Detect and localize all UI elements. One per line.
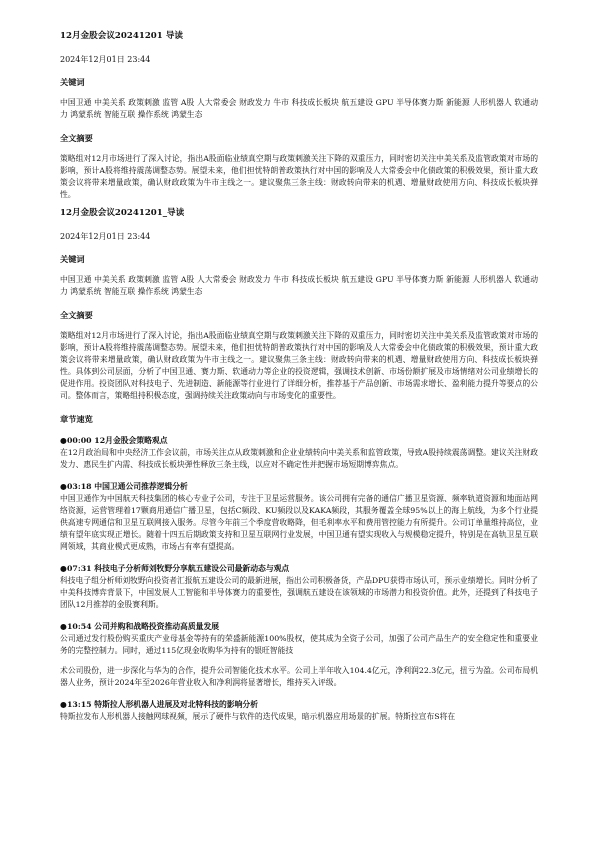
document-page [60, 30, 538, 723]
chapter-head [60, 435, 538, 447]
chapter-item [60, 621, 538, 689]
chapter-head [60, 621, 538, 633]
doc1-title: 12月金股会议20241201 导读 [60, 31, 183, 41]
chapter-body-continued: 术公司股份，进一步深化与华为的合作，提升公司智能化技术水平。公司上半年收入104.4亿元，净利润22.3亿元，扭亏为盈。公司布局机器人业务，预计2024年至2026年营业收入和净利润将显著增长，维持买入评级。 [60, 666, 538, 687]
doc2-summary: 策略组对12月市场进行了深入讨论，指出A股面临业绩真空期与政策刺激关注下降的双重压力，同时密切关注中美关系及监管政策对市场的影响，预计A股将维持震荡调整态势。展望未来，他们担忧特朗普政策执行对中国的影响及人大常委会中化债政策的积极效果，预计重大政策会议将带来增量政策，确认财政政策为牛市主线之一。建议聚焦三条主线：财政转向带来的机遇、增量财政使用方向、科技成长板块弹性。具体到公司层面，分析了中国卫通、赛力斯、软通动力等企业的投资逻辑，强调技术创新、市场份额扩展及市场情绪对公司业绩增长的促进作用。投资团队对科技电子、先进制造、新能源等行业进行了详细分析，推荐基于产品创新、市场需求增长、盈利能力提升等要点的公司。整体而言，策略组持积极态度，强调持续关注政策动向与市场变化的重要性。 [60, 331, 538, 400]
bullet-icon: ● [60, 622, 67, 631]
doc2-title: 12月金股会议20241201_导读 [60, 208, 185, 218]
chapter-body: 特斯拉发布人形机器人接触网球视频，展示了硬件与软件的迭代成果，暗示机器应用场景的扩展。特斯拉宣布S将在 [60, 712, 456, 721]
chapter-title: 07:31 科技电子分析师刘牧野分享航五建设公司最新动态与观点 [67, 564, 290, 573]
chapter-head [60, 563, 538, 575]
chapter-item [60, 563, 538, 611]
bullet-icon: ● [60, 482, 67, 491]
doc2-keywords: 中国卫通 中美关系 政策刺激 监管 A股 人大常委会 财政发力 牛市 科技成长板块 航五建设 GPU 半导体赛力斯 新能源 人形机器人 软通动力 鸿蒙系统 智能互联 操作系统 鸿蒙生态 [60, 275, 538, 296]
doc2-date: 2024年12月01日 23:44 [60, 232, 151, 241]
chapter-body: 中国卫通作为中国航天科技集团的核心专业子公司，专注于卫星运营服务。该公司拥有完备的通信广播卫星资源、频率轨道资源和地面站网络资源，运营管理着17颗商用通信广播卫星，包括C频段、KU频段以及KAKA频段，其服务覆盖全球95%以上的海上航线，为多个行业提供高速专网通信和卫星互联网接入服务。尽管今年前三个季度营收略降，但毛利率水平和费用管控能力有所提升。公司订单量维持高位，业绩有望年底实现正增长。随着十四五后期政策支持和卫星互联网行业发展，中国卫通有望实现收入与规模稳定提升，特别是在高轨卫星互联网领域，其商业模式更成熟，市场占有率有望提高。 [60, 494, 538, 551]
doc2-section [60, 207, 538, 723]
doc1-summary-heading: 全文摘要 [60, 133, 93, 143]
doc1-keywords-heading: 关键词 [60, 77, 85, 87]
chapters-heading: 章节速览 [60, 414, 93, 424]
chapter-body: 科技电子组分析师刘牧野向投资者汇报航五建设公司的最新进展，指出公司积极备货，产品DPU获得市场认可，预示业绩增长。同时分析了中美科技博弈背景下，中国发展人工智能和半导体赛力的重要性，强调航五建设在该领域的市场潜力和投资价值。此外，还提到了科技电子团队12月推荐的金股赛利斯。 [60, 576, 538, 609]
chapter-item [60, 699, 538, 723]
bullet-icon: ● [60, 436, 67, 445]
chapter-title: 10:54 公司并购和战略投资推动高质量发展 [67, 622, 220, 631]
bullet-icon: ● [60, 700, 67, 709]
doc2-summary-heading: 全文摘要 [60, 310, 93, 320]
chapter-head [60, 481, 538, 493]
doc2-keywords-heading: 关键词 [60, 254, 85, 264]
chapter-title: 00:00 12月金股会策略观点 [67, 436, 168, 445]
chapter-body: 在12月政治局和中央经济工作会议前，市场关注点从政策刺激和企业业绩转向中美关系和监管政策，导致A股持续震荡调整。建议关注财政发力、惠民生扩内需、科技成长板块弹性释放三条主线，以应对不确定性并把握市场短期博弈焦点。 [60, 448, 538, 469]
chapter-item [60, 435, 538, 471]
chapter-item [60, 481, 538, 553]
doc1-summary: 策略组对12月市场进行了深入讨论，指出A股面临业绩真空期与政策刺激关注下降的双重压力，同时密切关注中美关系及监管政策对市场的影响，预计A股将维持震荡调整态势。展望未来，他们担忧特朗普政策执行对中国的影响及人大常委会中化债政策的积极效果，预计重大政策会议将带来增量政策，确认财政政策为牛市主线之一。建议聚焦三条主线：财政转向带来的机遇、增量财政使用方向、科技成长板块弹性。 [60, 154, 538, 199]
chapter-head [60, 699, 538, 711]
chapter-title: 03:18 中国卫通公司推荐逻辑分析 [67, 482, 188, 491]
bullet-icon: ● [60, 564, 67, 573]
chapter-body: 公司通过发行股份购买重庆产业母基金等持有的荣盛新能源100%股权，使其成为全资子公司，加强了公司产品生产的安全稳定性和重要业务的完整控制力。同时，通过115亿现金收购华为持有的银旺智能技 [60, 634, 538, 655]
chapter-title: 13:15 特斯拉人形机器人进展及对北特科技的影响分析 [67, 700, 259, 709]
doc1-keywords: 中国卫通 中美关系 政策刺激 监管 A股 人大常委会 财政发力 牛市 科技成长板块 航五建设 GPU 半导体赛力斯 新能源 人形机器人 软通动力 鸿蒙系统 智能互联 操作系统 鸿蒙生态 [60, 98, 538, 119]
doc1-date: 2024年12月01日 23:44 [60, 55, 151, 64]
doc1-section [60, 30, 538, 201]
